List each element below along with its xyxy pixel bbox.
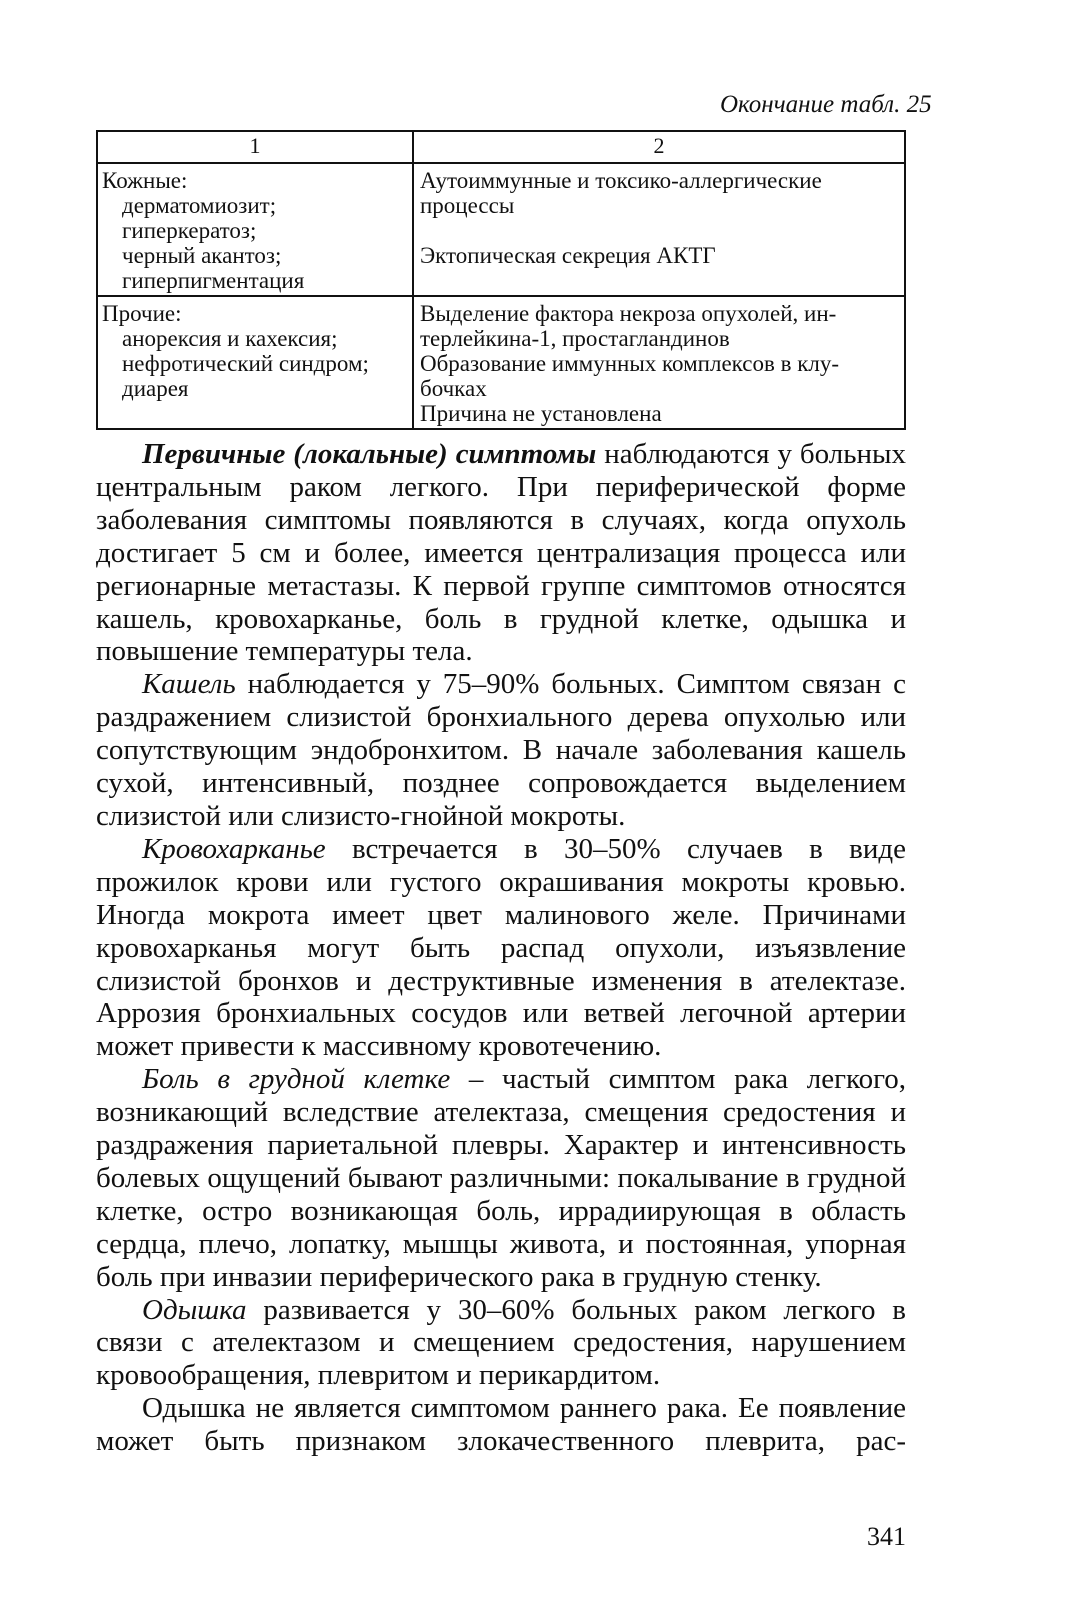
paragraph-lead: Боль в грудной клетке: [142, 1063, 451, 1096]
page-number: 341: [867, 1522, 906, 1551]
paragraph: [96, 833, 906, 1063]
symptoms-table: [96, 130, 906, 430]
row-title: Прочие:: [102, 301, 182, 326]
paragraph-lead: Первичные (локальные) симптомы: [142, 438, 597, 470]
row-title: Кожные:: [102, 168, 188, 193]
paragraph: [96, 668, 906, 833]
table-header-row: [97, 131, 905, 163]
paragraph: [96, 438, 906, 668]
paragraph-text: наблюдается у 75–90% больных. Симптом связан с раздражением слизистой бронхиального дерева опухолью или сопутствующим эндобронхитом. В начале заболевания кашель сухой, интенсивный, позднее сопровождается выделением слизистой или слизисто-гнойной мокроты.: [96, 668, 906, 832]
list-item: черный акантоз;: [122, 243, 282, 268]
paragraph-lead: Кашель: [142, 668, 236, 701]
cell-line: Выделение фактора некроза опухолей, ин-: [420, 301, 837, 326]
cell-line: Образование иммунных комплексов в клу-: [420, 351, 840, 376]
paragraph-text: – частый симптом рака легкого, возникающий вследствие ателектаза, смещения средостения и раздражения париетальной плевры. Характер и интенсивность болевых ощущений бывают различными: покалывание в грудной клетке, остро возникающая боль, иррадиирующая в область сердца, плечо, лопатку, мышцы живота, и постоянная, упорная боль при инвазии периферического рака в грудную стенку.: [96, 1063, 907, 1293]
paragraph: [96, 1294, 906, 1393]
list-item: гиперкератоз;: [122, 218, 257, 243]
paragraph: [96, 1063, 906, 1293]
paragraph-text: Одышка не является симптомом раннего рака. Ее появление может быть признаком злокачественного плеврита, рас-: [96, 1392, 906, 1458]
paragraph-text: развивается у 30–60% больных раком легкого в связи с ателектазом и смещением средостения, нарушением кровообращения, плевритом и перикардитом.: [96, 1293, 906, 1392]
row-skin-left: [97, 163, 413, 296]
list-item: анорексия и кахексия;: [122, 326, 338, 351]
paragraph-lead: Кровохарканье: [142, 832, 326, 865]
paragraph: [96, 1392, 906, 1458]
row-skin-right: [413, 163, 905, 296]
col-header-2: 2: [413, 131, 905, 163]
cell-line: процессы: [420, 193, 515, 218]
list-item: нефротический синдром;: [122, 351, 369, 376]
cell-line: Причина не установлена: [420, 401, 662, 426]
list-item: диарея: [122, 376, 189, 401]
row-other-right: [413, 296, 905, 429]
table-row: [97, 163, 905, 296]
list-item: дерматомиозит;: [122, 193, 277, 218]
paragraph-text: наблюдаются у больных центральным раком легкого. При периферической форме заболевания симптомы появляются в случаях, когда опухоль достигает 5 см и более, имеется централизация процесса или регионарные метастазы. К первой группе симптомов относятся кашель, кровохарканье, боль в грудной клетке, одышка и повышение температуры тела.: [96, 438, 906, 668]
table-caption: Окончание табл. 25: [720, 91, 932, 118]
cell-line: бочках: [420, 376, 487, 401]
col-header-1: 1: [97, 131, 413, 163]
cell-line: Эктопическая секреция АКТГ: [420, 243, 716, 268]
row-other-left: [97, 296, 413, 429]
table-row: [97, 296, 905, 429]
paragraph-lead: Одышка: [142, 1293, 247, 1326]
cell-line: терлейкина-1, простагландинов: [420, 326, 730, 351]
list-item: гиперпигментация: [122, 268, 305, 293]
paragraph-text: встречается в 30–50% случаев в виде прожилок крови или густого окрашивания мокроты кровью. Иногда мокрота имеет цвет малинового желе. Причинами кровохарканья могут быть распад опухоли, изъязвление слизистой бронхов и деструктивные изменения в ателектазе. Аррозия бронхиальных сосудов или ветвей легочной артерии может привести к массивному кровотечению.: [96, 832, 906, 1063]
cell-line: Аутоиммунные и токсико-аллергические: [420, 168, 822, 193]
body-text: [96, 438, 906, 1458]
